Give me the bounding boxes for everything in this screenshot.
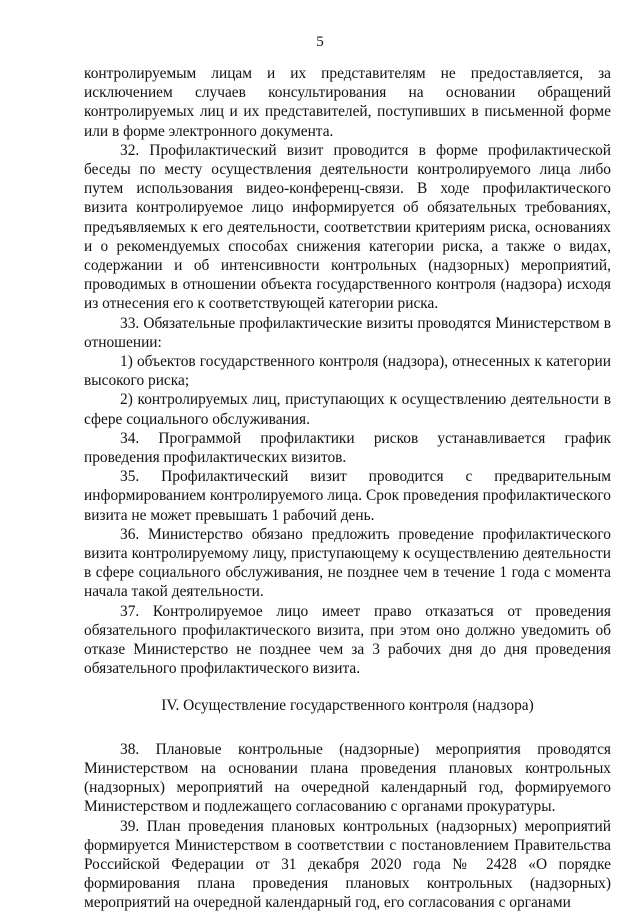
paragraph-37: 37. Контролируемое лицо имеет право отказаться от проведения обязательного профилактического визита, при этом оно должно уведомить об отказе Министерство не позднее чем за 3 рабочих дня до дня проведения обязательного профилактического визита. <box>84 602 611 678</box>
section-heading: IV. Осуществление государственного контроля (надзора) <box>161 696 534 714</box>
paragraph-continuation: контролируемым лицам и их представителям не предоставляется, за исключением случаев консультирования на основании обращений контролируемых лиц и их представителей, поступивших в письменной форме или в форме электронного документа. <box>84 65 611 140</box>
paragraph-32: 32. Профилактический визит проводится в форме профилактической беседы по месту осуществления деятельности контролируемого лица либо путем использования видео-конференц-связи. В ходе профилактического визита контролируемое лицо информируется об обязательных требованиях, предъявляемых к его деятельности, соответствии критериям риска, основаниях и о рекомендуемых способах снижения категории риска, а также о видах, содержании и об интенсивности контрольных (надзорных) мероприятий, проводимых в отношении объекта государственного контроля (надзора) исходя из отнесения его к соответствующей категории риска. <box>84 141 611 313</box>
paragraph-38: 38. Плановые контрольные (надзорные) мероприятия проводятся Министерством на основании плана проведения плановых контрольных (надзорных) мероприятий на очередной календарный год, формируемого Министерством и подлежащего согласованию с органами прокуратуры. <box>84 740 611 816</box>
page-number: 5 <box>316 34 324 50</box>
paragraph-33-item-1: 1) объектов государственного контроля (надзора), отнесенных к категории высокого риска; <box>84 353 611 390</box>
paragraph-33-item-2: 2) контролируемых лиц, приступающих к осуществлению деятельности в сфере социального обслуживания. <box>84 391 611 428</box>
paragraph-39: 39. План проведения плановых контрольных (надзорных) мероприятий формируется Министерством в соответствии с постановлением Правительства Российской Федерации от 31 декабря 2020 года № 2428 «О порядке формирования плана проведения плановых контрольных (надзорных) мероприятий на очередной календарный год, его согласования с органами <box>84 817 611 912</box>
paragraph-35: 35. Профилактический визит проводится с предварительным информированием контролируемого лица. Срок проведения профилактического визита не может превышать 1 рабочий день. <box>84 468 611 524</box>
paragraph-34: 34. Программой профилактики рисков устанавливается график проведения профилактических визитов. <box>84 429 611 467</box>
document-body <box>84 64 611 913</box>
paragraph-36: 36. Министерство обязано предложить проведение профилактического визита контролируемому лицу, приступающему к осуществлению деятельности в сфере социального обслуживания, не позднее чем в течение 1 года с момента начала такой деятельности. <box>84 525 611 601</box>
paragraph-33: 33. Обязательные профилактические визиты проводятся Министерством в отношении: <box>84 314 611 351</box>
